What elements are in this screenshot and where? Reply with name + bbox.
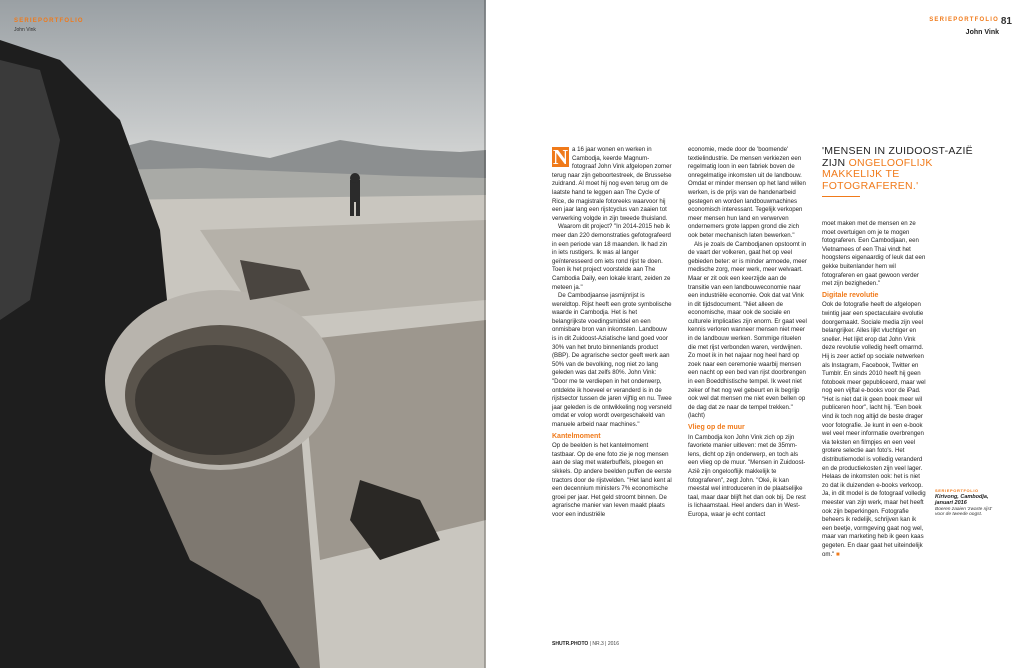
paragraph: economie, mede door de 'boomende' textielindustrie. De mensen verkiezen een regelmatig loon in een fabriek boven de onregelmatige inkomsten uit de landbouw. Omdat er minder mensen op het land willen werken, is de prijs van de handenarbeid gestegen en worden landbouwmachines economisch interessant. Tegelijk verkopen meer mensen hun land en verwerven ondernemers grote lappen grond die zich ook beter mechanisch laten bewerken." — [688, 146, 806, 239]
subheading-kantelmoment: Kantelmoment — [552, 432, 601, 440]
footer-brand: SHUTR.PHOTO — [552, 641, 589, 647]
paragraph: Op de beelden is het kantelmoment tastbaar. Op de ene foto zie je nog mensen aan de slag met waterbuffels, ploegen en sikkels. Op andere beelden puffen de eerste tractors door de rijstvelden. "Het land kent al een decennium ministers 7% economische groei per jaar. Het geld stroomt binnen. De agrarische manier van leven maakt plaats voor een industriële — [552, 442, 672, 518]
paragraph: In Cambodja kon John Vink zich op zijn favoriete manier uitleven: met de 35mm-lens, dicht op zijn onderwerp, en toch als een vlieg op de muur. "Mensen in Zuidoost-Azië zijn ongelooflijk makkelijk te fotograferen", zegt John. "Oké, ik kan meestal wel introduceren in de plaatselijke taal, maar daar blijft het dan ook bij. De rest is lichaamstaal. Heel anders dan in West-Europa, waar je echt contact — [688, 433, 806, 518]
paragraph-text: Ook de fotografie heeft de afgelopen twintig jaar een spectaculaire evolutie doorgemaakt. Sociale media zijn veel belangrijker. Alles lijkt vluchtiger en sneller. Het lijkt erop dat John Vink deze revolutie volledig heeft omarmd. Hij is zeer actief op sociale netwerken als Instagram, Facebook, Twitter en Tumblr. En sinds 2010 heeft hij geen fotoboek meer gepubliceerd, maar wel nog een vijftal e-books voor de iPad. "Het is niet dat ik geen boek meer wil publiceren hoor", lacht hij. "Een boek vind ik toch nog altijd de beste drager voor fotografie. Je kunt in een e-book wel veel meer informatie overbrengen via teksten en filmpjes en een veel grotere selectie aan foto's. Het distributiemodel is volledig veranderd en de productiekosten zijn veel lager. Helaas de inkomsten ook: het is niet zo dat ik duizenden e-books verkoop. Ja, in dit model is de fotograaf volledig meester van zijn werk, maar het heeft ook zijn beperkingen. Fotografie beheers ik redelijk, schrijven kan ik een beetje, vormgeving gaat nog wel, maar van marketing heb ik geen kaas gegeten. En daar gaat het uiteindelijk om." — [822, 301, 926, 558]
rice-farmer-photo — [0, 0, 486, 668]
cover-photo — [0, 0, 486, 668]
left-section-label: SERIEPORTFOLIO — [14, 18, 84, 24]
subheading-digitale-revolutie: Digitale revolutie — [822, 291, 879, 299]
article-column-2 — [688, 146, 808, 520]
page-number: 81 — [1000, 16, 1012, 27]
page-footer — [552, 641, 619, 647]
subheading-vlieg-op-de-muur: Vlieg op de muur — [688, 424, 745, 431]
author-name: John Vink — [965, 29, 999, 36]
pull-quote-part-1: 'MENSEN IN ZUIDOOST-AZIË ZIJN — [822, 145, 973, 169]
pull-quote-part-2: ONGELOOFLIJK MAKKELIJK TE FOTOGRAFEREN.' — [822, 156, 933, 192]
right-section-label: SERIEPORTFOLIO — [929, 17, 999, 23]
left-author-label: John Vink — [14, 27, 36, 33]
paragraph: Waarom dit project? "In 2014-2015 heb ik meer dan 220 demonstraties gefotografeerd in een periode van 18 maanden. Ik had zin in iets rustigers. Ik was al langer geïnteresseerd om iets rond rijst te doen. Toen ik het project voorstelde aan The Cambodia Daily, een lokale krant, zeiden ze meteen ja." — [552, 223, 671, 291]
paragraph: moet maken met de mensen en ze moet overtuigen om je te mogen fotograferen. Een Cambodjaan, een Vietnamees of een Thai vindt het hoogstens eigenaardig of leuk dat een gekke buitenlander hem wil fotograferen en gaat gewoon verder met zijn bezigheden." — [822, 220, 926, 288]
pull-quote — [822, 146, 992, 192]
paragraph: Als je zoals de Cambodjanen opstoomt in de vaart der volkeren, gaat het op veel gebieden beter: er is minder armoede, meer medische zorg, meer werk, meer welvaart. Maar er zit ook een keerzijde aan de transitie van een landbouweconomie naar een industriële economie. Ook dat vat Vink in dit tijdsdocument. "Niet alleen de economische, maar ook de sociale en culturele implicaties zijn enorm. Er gaat veel kennis verloren wanneer mensen niet meer in de landbouw werken. Sommige rituelen die met rijst verbonden waren, verdwijnen. Zo moet ik in het najaar nog heel hard op zoek naar een ceremonie waarbij mensen een nacht op een bed van rijst doorbrengen in een Boeddhistische tempel. Ik weet niet zeker of het nog wel gebeurt en ik begrijp ook wel dat mensen me niet even bellen op de dag dat ze naar de tempel trekken." (lacht) — [688, 240, 807, 420]
paragraph: De Cambodjaanse jasmijnrijst is wereldtop. Rijst heeft een grote symbolische waarde in Cambodja. Het is het belangrijkste voedingsmiddel en een onmisbare bron van inkomsten. Landbouw is in dit Zuidoost-Aziatische land goed voor 30% van het bruto binnenlands product (BBP). De agrarische sector geeft werk aan 50% van de bevolking, nog niet zo lang geleden was dat zelfs 80%. John Vink: "Door me te verdiepen in het onderwerp, ontdekte ik hoeveel er veranderd is in de rijstsector tussen de jaren vijftig en nu. Twee jaar geleden is de ontwikkeling nog versneld omdat er volop wordt overgeschakeld van manuele arbeid naar machines." — [552, 292, 672, 428]
paragraph — [822, 301, 926, 559]
right-header — [929, 17, 999, 36]
article-column-1 — [552, 146, 672, 520]
photo-caption — [935, 488, 997, 518]
paragraph: a 16 jaar wonen en werken in Cambodja, keerde Magnum-fotograaf John Vink afgelopen zomer terug naar zijn geboortestreek, de Brusselse zuidrand. Al moet hij nog even terug om de laatste hand te leggen aan The Cycle of Rice, de magistrale fotoreeks waarvoor hij een jaar lang een rijstcyclus van zaaien tot verwerking volgde in zijn tweede thuisland. — [552, 146, 672, 222]
footer-issue: | NR.3 | 2016 — [589, 641, 619, 647]
article-column-3 — [822, 220, 926, 559]
caption-place: Kirivong, Cambodja, januari 2016 — [935, 493, 989, 507]
end-mark-icon: ■ — [836, 550, 840, 558]
quote-divider — [822, 196, 860, 197]
drop-cap: N — [552, 145, 569, 169]
caption-label: SERIEPORTFOLIO — [935, 488, 979, 493]
caption-description: Boeren zaaien 'zwarte rijst' voor de tweede oogst. — [935, 506, 993, 518]
